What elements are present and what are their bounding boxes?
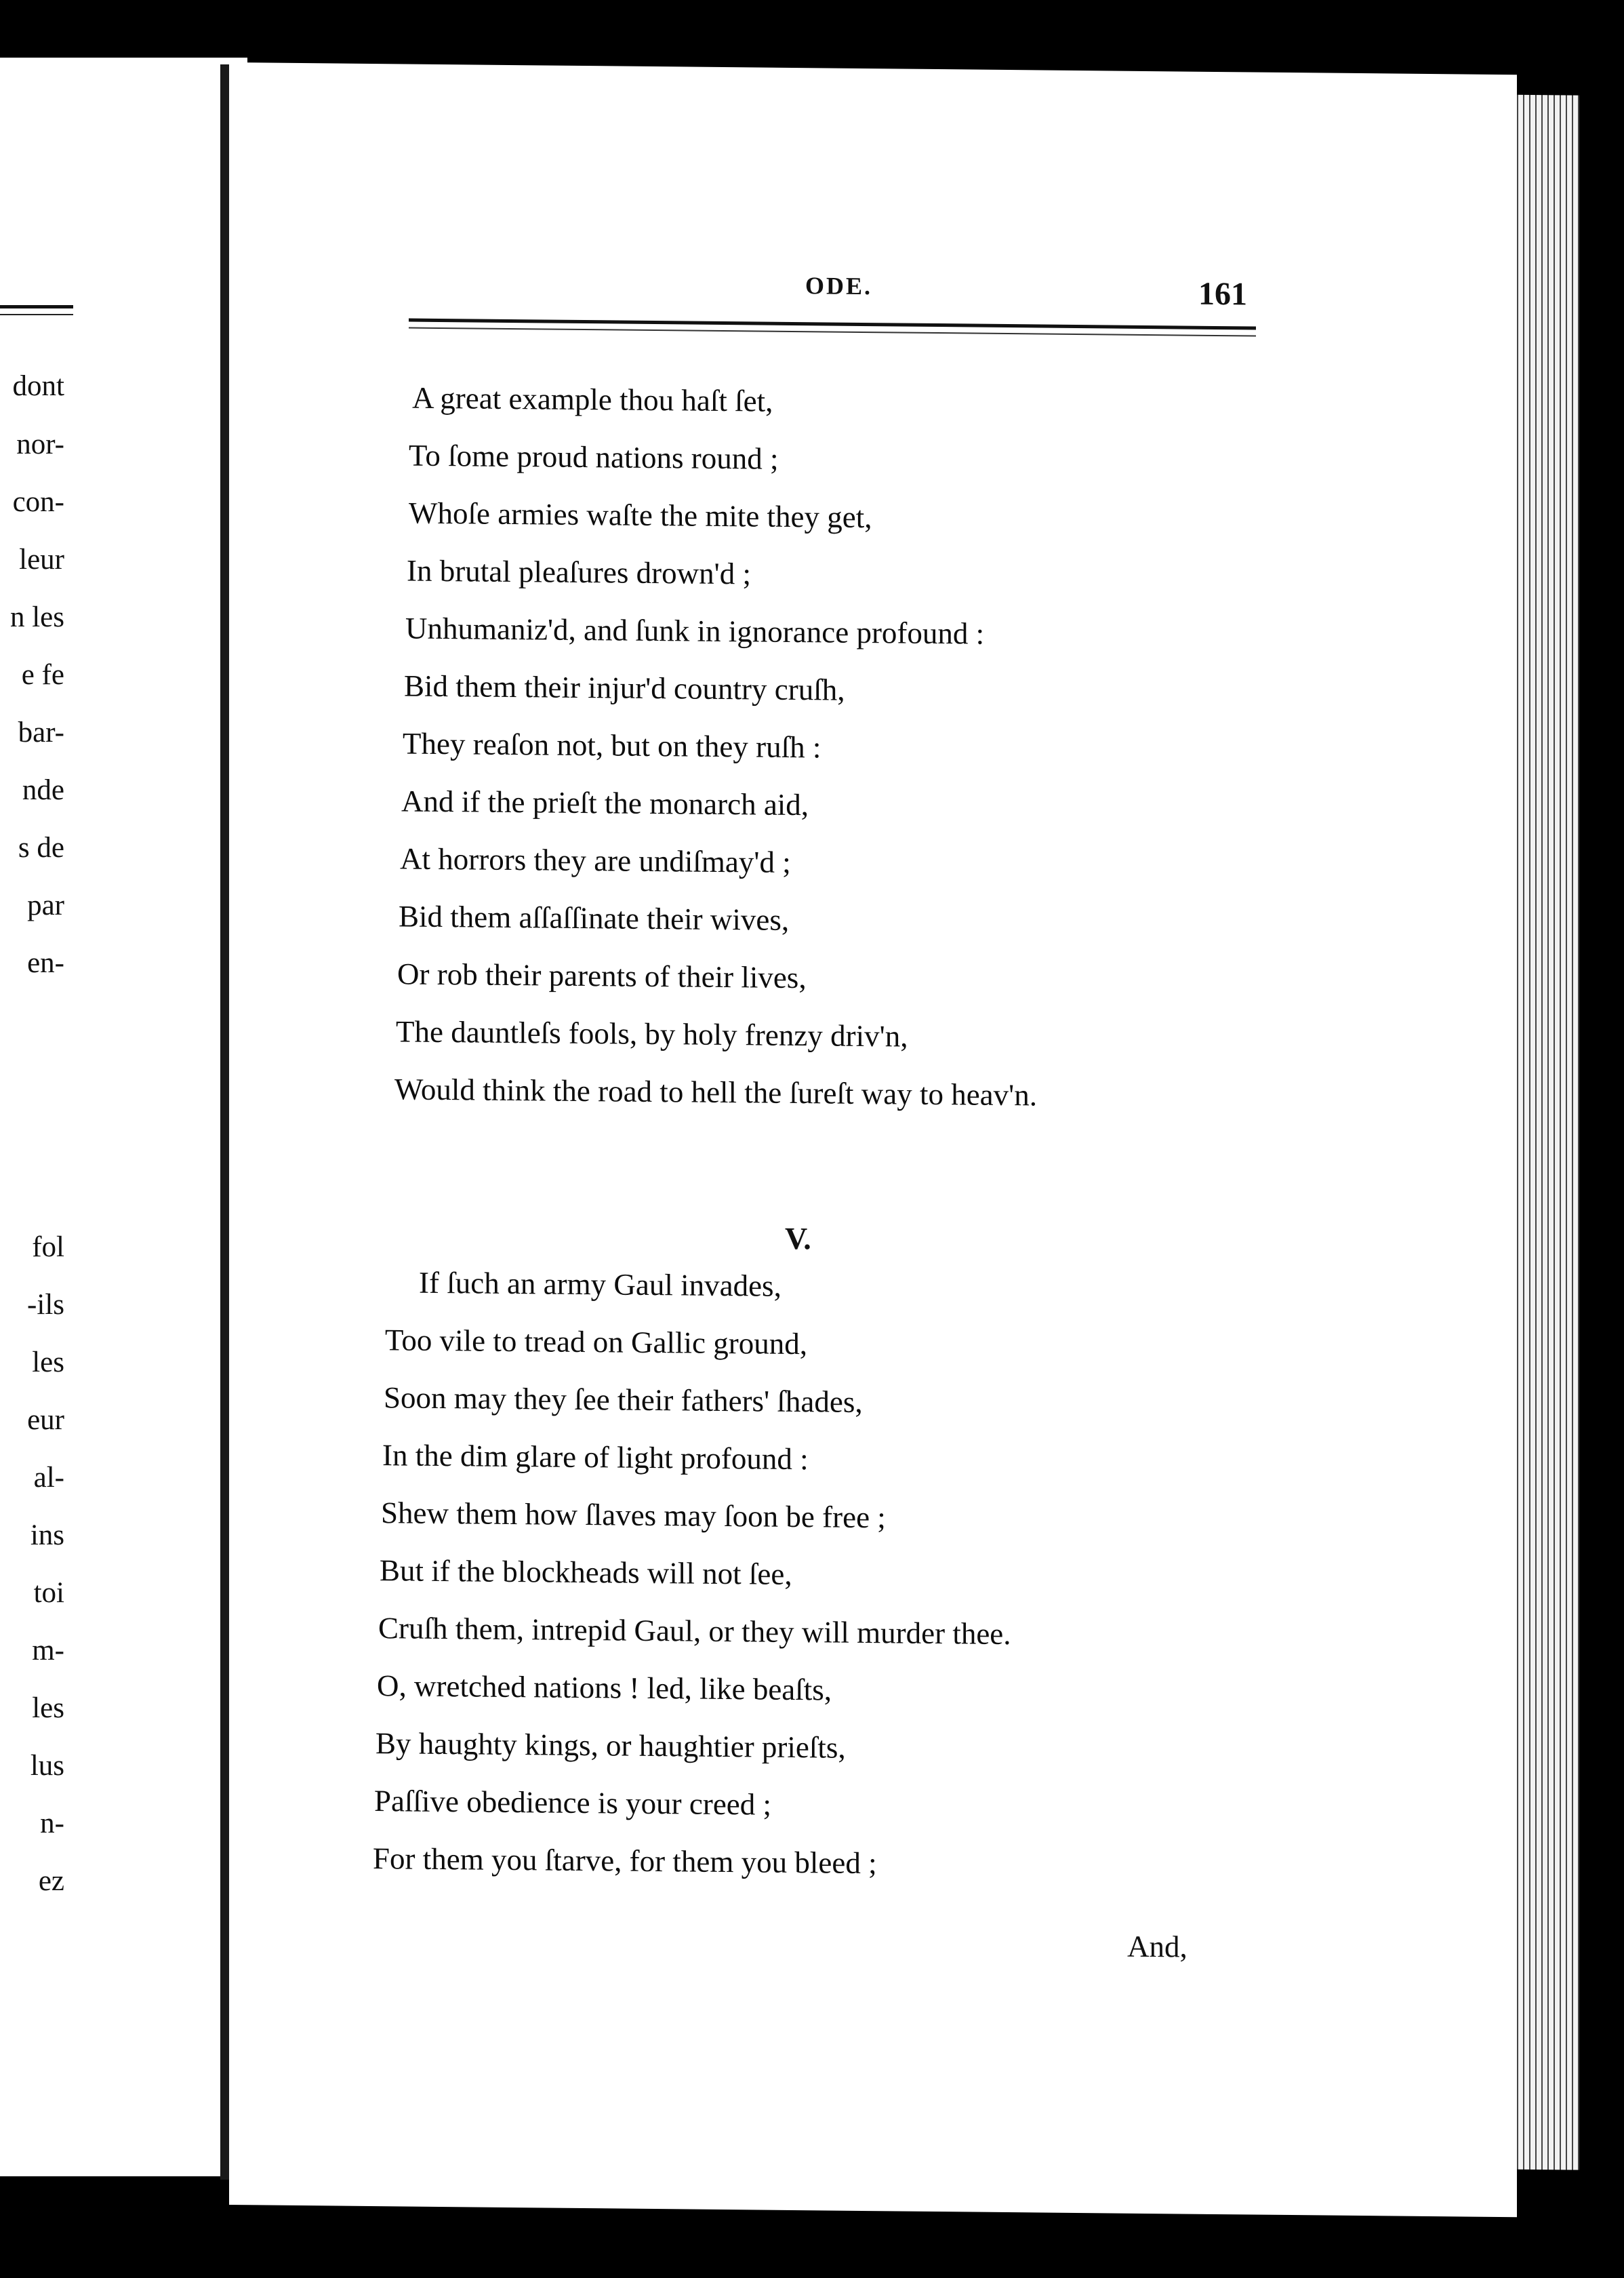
page-number: 161 <box>1198 275 1247 313</box>
verse-line: The dauntleſs fools, by holy frenzy driv'n, <box>396 1014 908 1054</box>
verse-line: Shew them how ſlaves may ſoon be free ; <box>381 1496 886 1535</box>
left-line-fragment: e fe <box>21 659 64 691</box>
left-line-fragment: par <box>27 890 64 921</box>
left-line-fragment: eur <box>27 1404 64 1436</box>
left-line-fragment: les <box>32 1346 64 1378</box>
verse-line: Bid them their injur'd country cruſh, <box>404 668 845 707</box>
left-line-fragment: s de <box>18 832 64 864</box>
left-line-fragment: les <box>32 1692 64 1724</box>
verse-line: To ſome proud nations round ; <box>409 438 779 476</box>
left-line-fragment: nor- <box>16 428 64 460</box>
verse-line: They reaſon not, but on they ruſh : <box>403 726 821 765</box>
catchword: And, <box>1127 1929 1187 1964</box>
left-line-fragment: -ils <box>27 1289 64 1321</box>
verse-line: And if the prieſt the monarch aid, <box>401 784 809 822</box>
stanza-number: V. <box>785 1220 811 1256</box>
left-line-fragment: ez <box>38 1865 64 1897</box>
verse-line: Bid them aſſaſſinate their wives, <box>399 899 790 937</box>
verse-line: A great example thou haſt ſet, <box>412 380 773 418</box>
verse-line: Too vile to tread on Gallic ground, <box>385 1323 807 1361</box>
left-line-fragment: nde <box>22 774 64 806</box>
verse-line: Cruſh them, intrepid Gaul, or they will murder thee. <box>378 1611 1011 1652</box>
running-head: ODE. <box>805 272 873 300</box>
left-line-fragment: al- <box>33 1462 64 1494</box>
left-line-fragment: fol <box>32 1231 64 1263</box>
verse-line: Soon may they ſee their fathers' ſhades, <box>384 1380 863 1419</box>
left-line-fragment: con- <box>12 486 64 518</box>
left-line-fragment: n- <box>40 1807 64 1839</box>
left-line-fragment: ins <box>30 1519 64 1551</box>
right-page <box>229 62 1517 2217</box>
verse-line: Unhumaniz'd, and ſunk in ignorance profound : <box>405 611 985 651</box>
left-line-fragment: bar- <box>18 717 64 748</box>
verse-line: By haughty kings, or haughtier prieſts, <box>375 1726 846 1765</box>
left-page <box>0 58 247 2176</box>
left-line-fragment: lus <box>30 1750 64 1782</box>
left-line-fragment: dont <box>12 370 64 402</box>
verse-line: Whoſe armies waſte the mite they get, <box>409 496 872 535</box>
verse-line: In the dim glare of light profound : <box>382 1438 809 1477</box>
verse-line: Paſſive obedience is your creed ; <box>374 1784 772 1822</box>
verse-line: But if the blockheads will not ſee, <box>380 1553 792 1591</box>
verse-line: At horrors they are undiſmay'd ; <box>400 841 791 879</box>
verse-line: Would think the road to hell the ſureſt way to heav'n. <box>394 1072 1038 1113</box>
verse-line: If ſuch an army Gaul invades, <box>419 1265 781 1303</box>
left-page-text <box>0 58 247 2176</box>
verse-line: O, wretched nations ! led, like beaſts, <box>377 1668 832 1707</box>
left-line-fragment: toi <box>33 1577 64 1609</box>
left-line-fragment: m- <box>32 1635 64 1666</box>
verse-line: For them you ſtarve, for them you bleed ; <box>373 1841 877 1881</box>
left-line-fragment: leur <box>19 544 64 576</box>
left-line-fragment: en- <box>27 947 64 979</box>
verse-line: In brutal pleaſures drown'd ; <box>407 553 751 591</box>
left-line-fragment: n les <box>9 601 64 633</box>
verse-line: Or rob their parents of their lives, <box>397 957 807 995</box>
